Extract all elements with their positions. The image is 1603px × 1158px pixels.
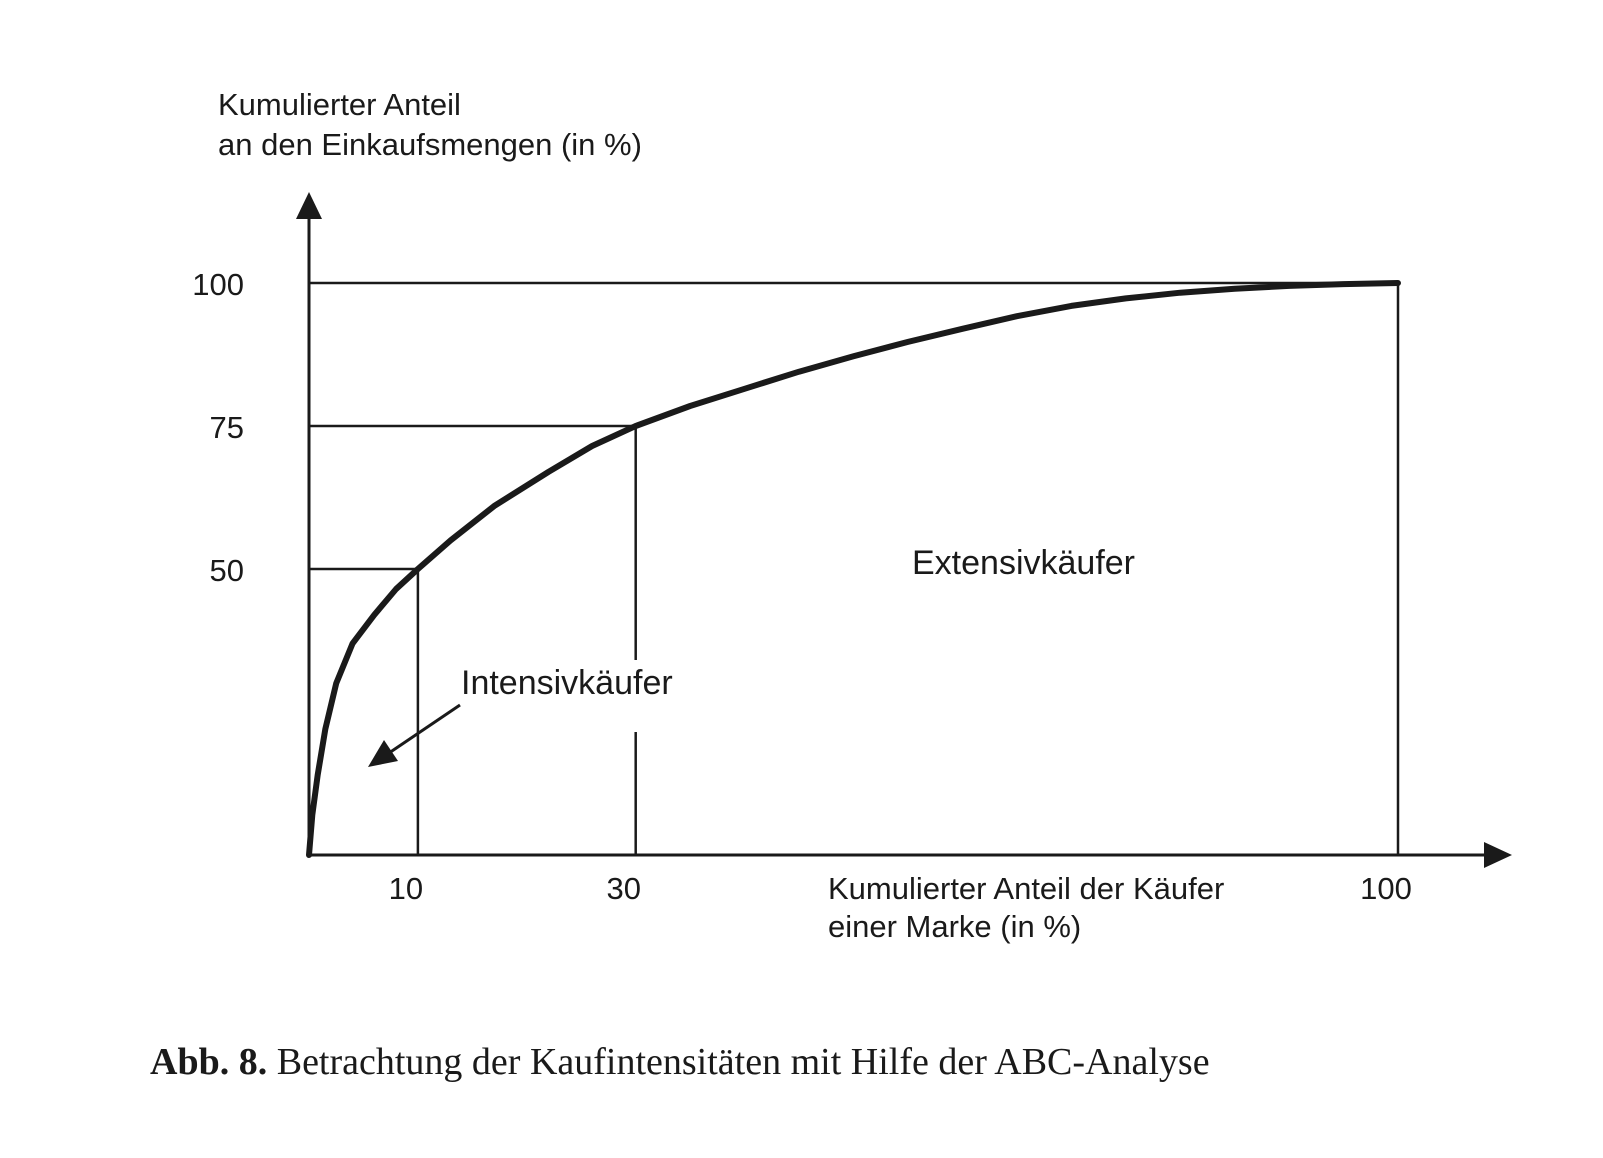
y-tick-label-100: 100 xyxy=(192,267,244,302)
x-tick-label-10: 10 xyxy=(388,871,424,906)
y-axis-arrowhead xyxy=(296,192,322,219)
intensive-buyers-label: Intensivkäufer xyxy=(461,664,673,702)
figure-caption xyxy=(150,1040,1210,1084)
y-tick-label-50: 50 xyxy=(209,553,244,588)
y-axis-title-line-2: an den Einkaufsmengen (in %) xyxy=(218,127,642,162)
y-tick-label-75: 75 xyxy=(209,410,244,445)
x-tick-label-100: 100 xyxy=(1360,871,1412,906)
extensive-buyers-label: Extensivkäufer xyxy=(912,544,1135,582)
x-axis-arrowhead xyxy=(1484,842,1512,868)
x-axis-title-line-2: einer Marke (in %) xyxy=(828,909,1082,944)
tick-labels xyxy=(192,267,1412,906)
x-axis-title-line-1: Kumulierter Anteil der Käufer xyxy=(828,871,1225,906)
caption-text: Betrachtung der Kaufintensitäten mit Hilfe der ABC-Analyse xyxy=(276,1041,1210,1083)
cumulative-curve xyxy=(309,283,1398,855)
y-axis-title-line-1: Kumulierter Anteil xyxy=(218,87,461,122)
caption-label: Abb. 8. xyxy=(150,1041,268,1083)
x-tick-label-30: 30 xyxy=(606,871,641,906)
intensive-arrow-shaft xyxy=(389,705,460,753)
intensive-arrow-head xyxy=(368,740,398,767)
guide-lines xyxy=(309,283,1398,855)
